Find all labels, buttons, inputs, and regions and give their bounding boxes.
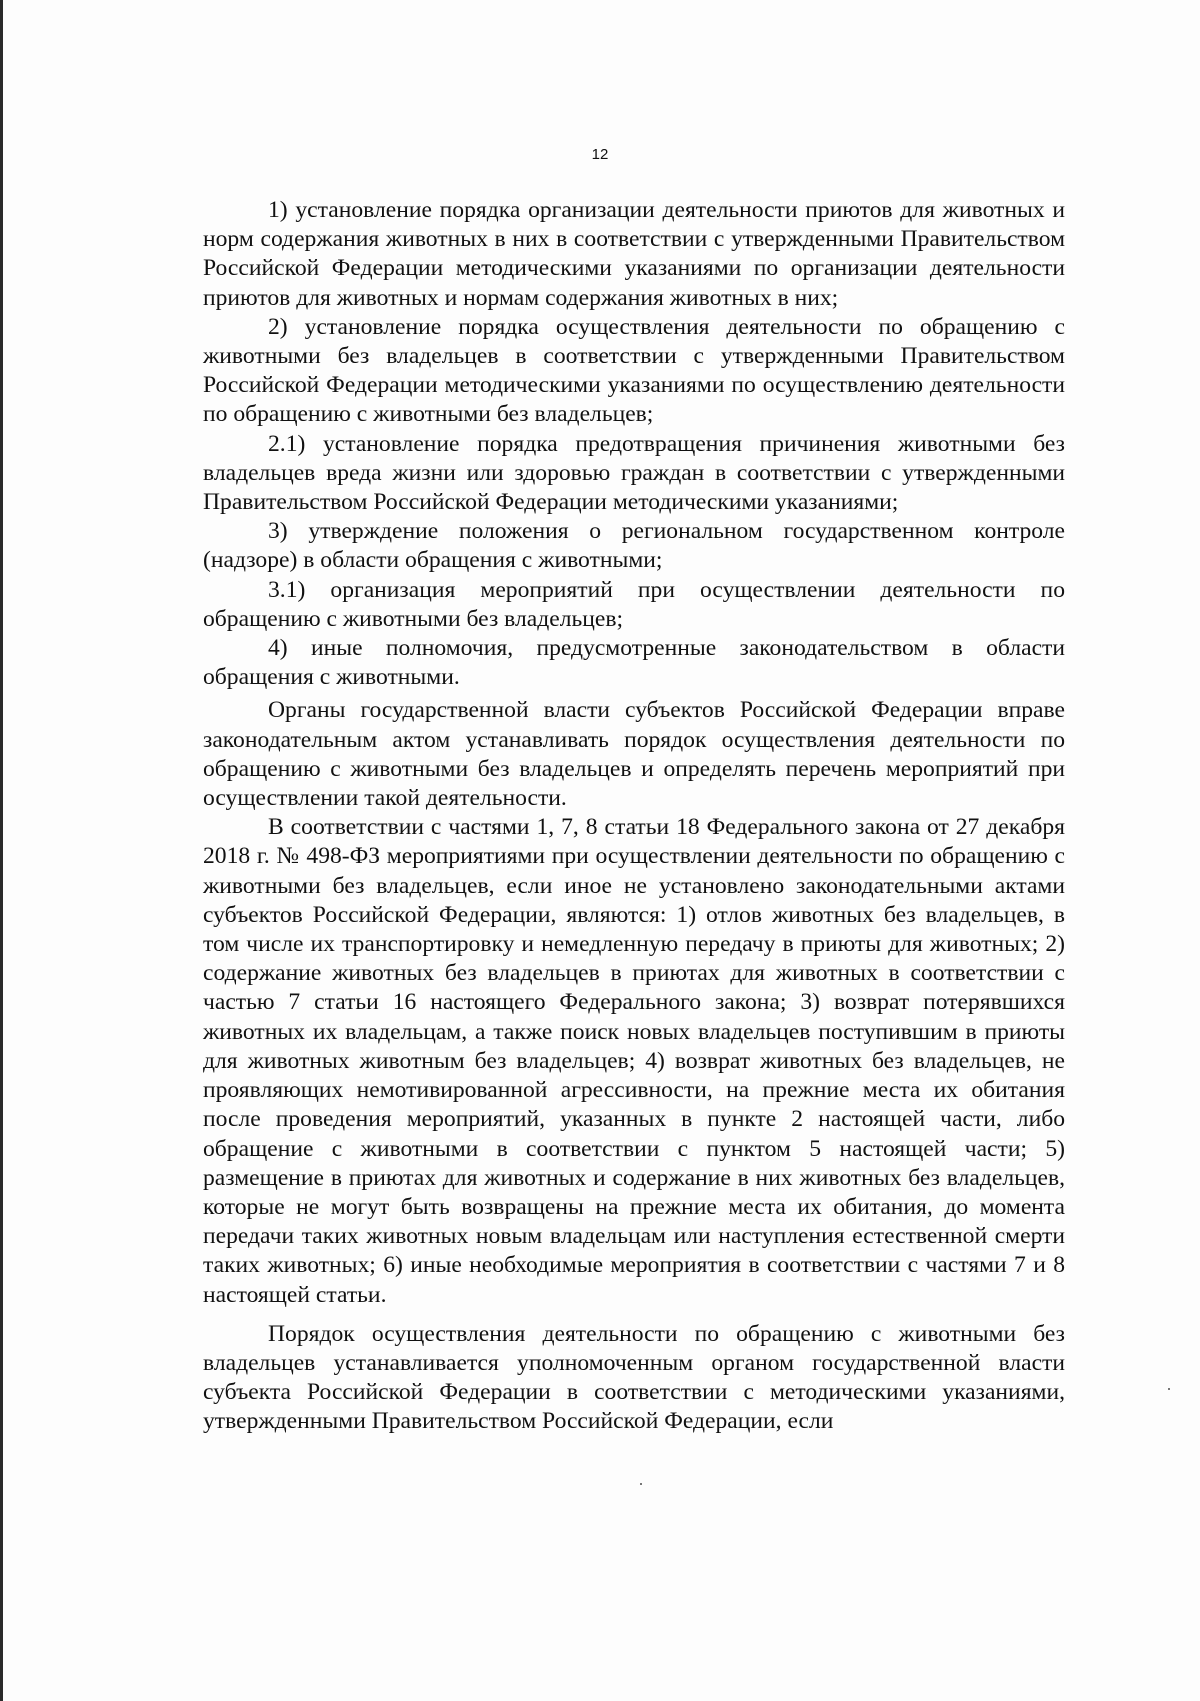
- paragraph-measures-list: В соответствии с частями 1, 7, 8 статьи 18 Федерального закона от 27 декабря 2018 г. № 498-ФЗ мероприятиями при осуществлении деятельности по обращению с животными без владельцев, если иное не установлено законодательными актами субъектов Российской Федерации, являются: 1) отлов животных без владельцев, в том числе их транспортировку и немедленную передачу в приюты для животных; 2) содержание животных без владельцев в приютах для животных в соответствии с частью 7 статьи 16 настоящего Федерального закона; 3) возврат потерявшихся животных их владельцам, а также поиск новых владельцев поступившим в приюты для животных животным без владельцев; 4) возврат животных без владельцев, не проявляющих немотивированной агрессивности, на прежние места их обитания после проведения мероприятий, указанных в пункте 2 настоящей части, либо обращение с животными в соответствии с пунктом 5 настоящей части; 5) размещение в приютах для животных и содержание в них животных без владельцев, которые не могут быть возвращены на прежние места их обитания, до момента передачи таких животных новым владельцам или наступления естественной смерти таких животных; 6) иные необходимые мероприятия в соответствии с частями 7 и 8 настоящей статьи.: [203, 814, 1065, 1308]
- paragraph-item-2: 2) установление порядка осуществления деятельности по обращению с животными без владельцев в соответствии с утвержденными Правительством Российской Федерации методическими указаниями по осуществлению деятельности по обращению с животными без владельцев;: [203, 313, 1065, 428]
- scan-speck: [640, 1483, 642, 1485]
- paragraph-item-3: 3) утверждение положения о региональном государственном контроле (надзоре) в области обращения с животными;: [203, 518, 1065, 574]
- document-body: [203, 196, 1065, 1437]
- scan-speck: [1168, 1388, 1170, 1390]
- paragraph-item-2-1: 2.1) установление порядка предотвращения причинения животными без владельцев вреда жизни или здоровью граждан в соответствии с утвержденными Правительством Российской Федерации методическими указаниями;: [203, 430, 1065, 516]
- paragraph-item-3-1: 3.1) организация мероприятий при осуществлении деятельности по обращению с животными без владельцев;: [203, 576, 1065, 632]
- paragraph-item-1: 1) установление порядка организации деятельности приютов для животных и норм содержания животных в них в соответствии с утвержденными Правительством Российской Федерации методическими указаниями по организации деятельности приютов для животных и нормам содержания животных в них;: [203, 197, 1065, 311]
- scan-left-edge: [0, 0, 3, 1701]
- paragraph-regional-authorities: Органы государственной власти субъектов Российской Федерации вправе законодательным актом устанавливать порядок осуществления деятельности по обращению с животными без владельцев и определять перечень мероприятий при осуществлении такой деятельности.: [203, 697, 1065, 812]
- paragraph-procedure: Порядок осуществления деятельности по обращению с животными без владельцев устанавливается уполномоченным органом государственной власти субъекта Российской Федерации в соответствии с методическими указаниями, утвержденными Правительством Российской Федерации, если: [203, 1320, 1065, 1435]
- paragraph-item-4: 4) иные полномочия, предусмотренные законодательством в области обращения с животными.: [203, 635, 1065, 691]
- page-number: 12: [591, 146, 609, 163]
